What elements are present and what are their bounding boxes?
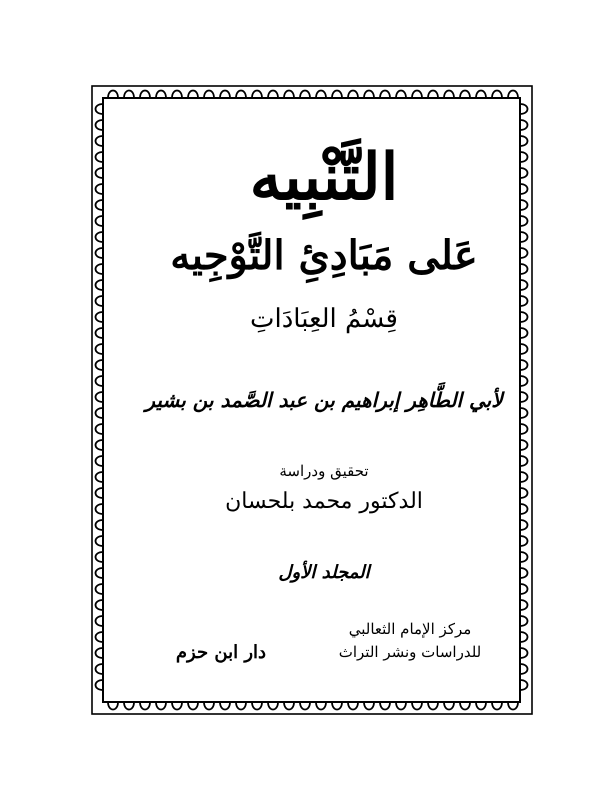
- ornament-loop: [96, 200, 104, 210]
- ornament-loop: [520, 168, 528, 178]
- ornament-loop: [188, 91, 198, 99]
- author-name: لأبي الطَّاهِر إبراهيم بن عبد الصَّمد بن بشير: [145, 388, 503, 412]
- publisher-center-line1: مركز الإمام الثعالبي: [348, 620, 472, 638]
- ornament-loop: [236, 702, 246, 710]
- ornament-loop: [396, 702, 406, 710]
- ornament-loop: [520, 488, 528, 498]
- ornament-loop: [96, 232, 104, 242]
- ornament-loop: [96, 536, 104, 546]
- ornament-loop: [96, 408, 104, 418]
- ornament-loop: [96, 312, 104, 322]
- ornament-loop: [520, 632, 528, 642]
- ornament-loop: [316, 702, 326, 710]
- ornament-loop: [520, 216, 528, 226]
- ornament-loop: [520, 584, 528, 594]
- ornament-loop: [520, 440, 528, 450]
- ornament-loop: [96, 440, 104, 450]
- ornament-loop: [172, 91, 182, 99]
- ornament-loop: [96, 600, 104, 610]
- ornament-loop: [96, 376, 104, 386]
- ornament-loop: [520, 616, 528, 626]
- ornament-loop: [520, 120, 528, 130]
- ornament-loop: [520, 552, 528, 562]
- ornament-loop: [108, 91, 118, 99]
- ornament-loop: [520, 104, 528, 114]
- ornament-loop: [268, 91, 278, 99]
- book-title: التَّنْبِيه: [249, 140, 399, 215]
- ornament-loop: [520, 424, 528, 434]
- ornament-loop: [492, 91, 502, 99]
- ornament-loop: [316, 91, 326, 99]
- ornament-loop: [96, 296, 104, 306]
- ornament-loop: [380, 702, 390, 710]
- ornament-loop: [332, 91, 342, 99]
- ornament-loop: [520, 664, 528, 674]
- ornament-loop: [96, 248, 104, 258]
- ornament-loop: [520, 232, 528, 242]
- ornament-loop: [96, 136, 104, 146]
- ornament-loop: [96, 632, 104, 642]
- ornament-loop: [444, 91, 454, 99]
- ornament-loop: [300, 91, 310, 99]
- ornament-loop: [96, 424, 104, 434]
- ornament-loop: [124, 91, 134, 99]
- ornament-loop: [460, 702, 470, 710]
- ornament-loop: [96, 552, 104, 562]
- ornament-loop: [96, 328, 104, 338]
- ornament-loop: [520, 248, 528, 258]
- ornament-loop: [348, 91, 358, 99]
- ornament-loop: [520, 600, 528, 610]
- ornament-loop: [520, 536, 528, 546]
- ornament-loop: [188, 702, 198, 710]
- ornament-loop: [364, 91, 374, 99]
- ornament-loop: [156, 702, 166, 710]
- ornament-loop: [520, 200, 528, 210]
- ornament-loop: [520, 328, 528, 338]
- ornament-loop: [96, 680, 104, 690]
- ornament-loop: [96, 216, 104, 226]
- ornament-loop: [520, 344, 528, 354]
- ornament-loop: [284, 702, 294, 710]
- title-page: [136, 106, 512, 698]
- ornament-loop: [172, 702, 182, 710]
- ornament-loop: [332, 702, 342, 710]
- ornament-loop: [96, 584, 104, 594]
- ornament-loop: [96, 104, 104, 114]
- ornament-loop: [220, 91, 230, 99]
- ornament-loop: [520, 184, 528, 194]
- ornament-loop: [348, 702, 358, 710]
- ornament-loop: [508, 91, 518, 99]
- ornament-loop: [220, 702, 230, 710]
- ornament-loop: [96, 472, 104, 482]
- publisher-center-line2: للدراسات ونشر التراث: [338, 643, 482, 662]
- ornament-loop: [96, 664, 104, 674]
- ornament-loop: [140, 91, 150, 99]
- ornament-loop: [252, 91, 262, 99]
- ornament-loop: [520, 264, 528, 274]
- ornament-loop: [508, 702, 518, 710]
- ornament-loop: [96, 392, 104, 402]
- ornament-loop: [444, 702, 454, 710]
- ornament-loop: [96, 344, 104, 354]
- publisher-center: [320, 618, 500, 665]
- ornament-loop: [96, 520, 104, 530]
- ornament-loop: [520, 392, 528, 402]
- ornament-loop: [96, 360, 104, 370]
- ornament-loop: [396, 91, 406, 99]
- ornament-loop: [140, 702, 150, 710]
- ornament-loop: [108, 702, 118, 710]
- ornament-loop: [520, 408, 528, 418]
- ornament-loop: [520, 504, 528, 514]
- book-subtitle: عَلى مَبَادِئِ التَّوْجِيه: [170, 232, 478, 279]
- editor-role: تحقيق ودراسة: [279, 462, 369, 480]
- editor-name: الدكتور محمد بلحسان: [225, 489, 423, 514]
- ornament-loop: [96, 568, 104, 578]
- ornament-loop: [520, 456, 528, 466]
- ornament-loop: [204, 702, 214, 710]
- ornament-loop: [96, 120, 104, 130]
- ornament-loop: [520, 152, 528, 162]
- ornament-loop: [460, 91, 470, 99]
- ornament-loop: [412, 702, 422, 710]
- ornament-loop: [492, 702, 502, 710]
- ornament-loop: [520, 376, 528, 386]
- ornament-loop: [96, 168, 104, 178]
- ornament-loop: [520, 136, 528, 146]
- ornament-loop: [96, 488, 104, 498]
- ornament-loop: [520, 296, 528, 306]
- ornament-loop: [96, 264, 104, 274]
- ornament-loop: [252, 702, 262, 710]
- ornament-loop: [412, 91, 422, 99]
- ornament-loop: [520, 472, 528, 482]
- ornament-loop: [96, 456, 104, 466]
- ornament-loop: [364, 702, 374, 710]
- ornament-loop: [476, 702, 486, 710]
- ornament-loop: [520, 680, 528, 690]
- volume-label: المجلد الأول: [278, 562, 370, 583]
- ornament-loop: [476, 91, 486, 99]
- ornament-loop: [520, 280, 528, 290]
- ornament-loop: [284, 91, 294, 99]
- ornament-loop: [124, 702, 134, 710]
- ornament-loop: [268, 702, 278, 710]
- ornament-loop: [96, 504, 104, 514]
- ornament-loop: [96, 616, 104, 626]
- ornament-loop: [520, 520, 528, 530]
- ornament-loop: [96, 152, 104, 162]
- ornament-loop: [96, 648, 104, 658]
- ornament-loop: [96, 280, 104, 290]
- ornament-loop: [428, 91, 438, 99]
- ornament-loop: [96, 184, 104, 194]
- ornament-loop: [520, 312, 528, 322]
- ornament-loop: [236, 91, 246, 99]
- ornament-loop: [204, 91, 214, 99]
- ornament-loop: [380, 91, 390, 99]
- ornament-loop: [520, 360, 528, 370]
- ornament-loop: [428, 702, 438, 710]
- ornament-loop: [520, 568, 528, 578]
- ornament-loop: [156, 91, 166, 99]
- section-title: قِسْمُ العِبَادَاتِ: [250, 304, 398, 334]
- publisher-house: دار ابن حزم: [175, 642, 267, 663]
- ornament-loop: [300, 702, 310, 710]
- ornament-loop: [520, 648, 528, 658]
